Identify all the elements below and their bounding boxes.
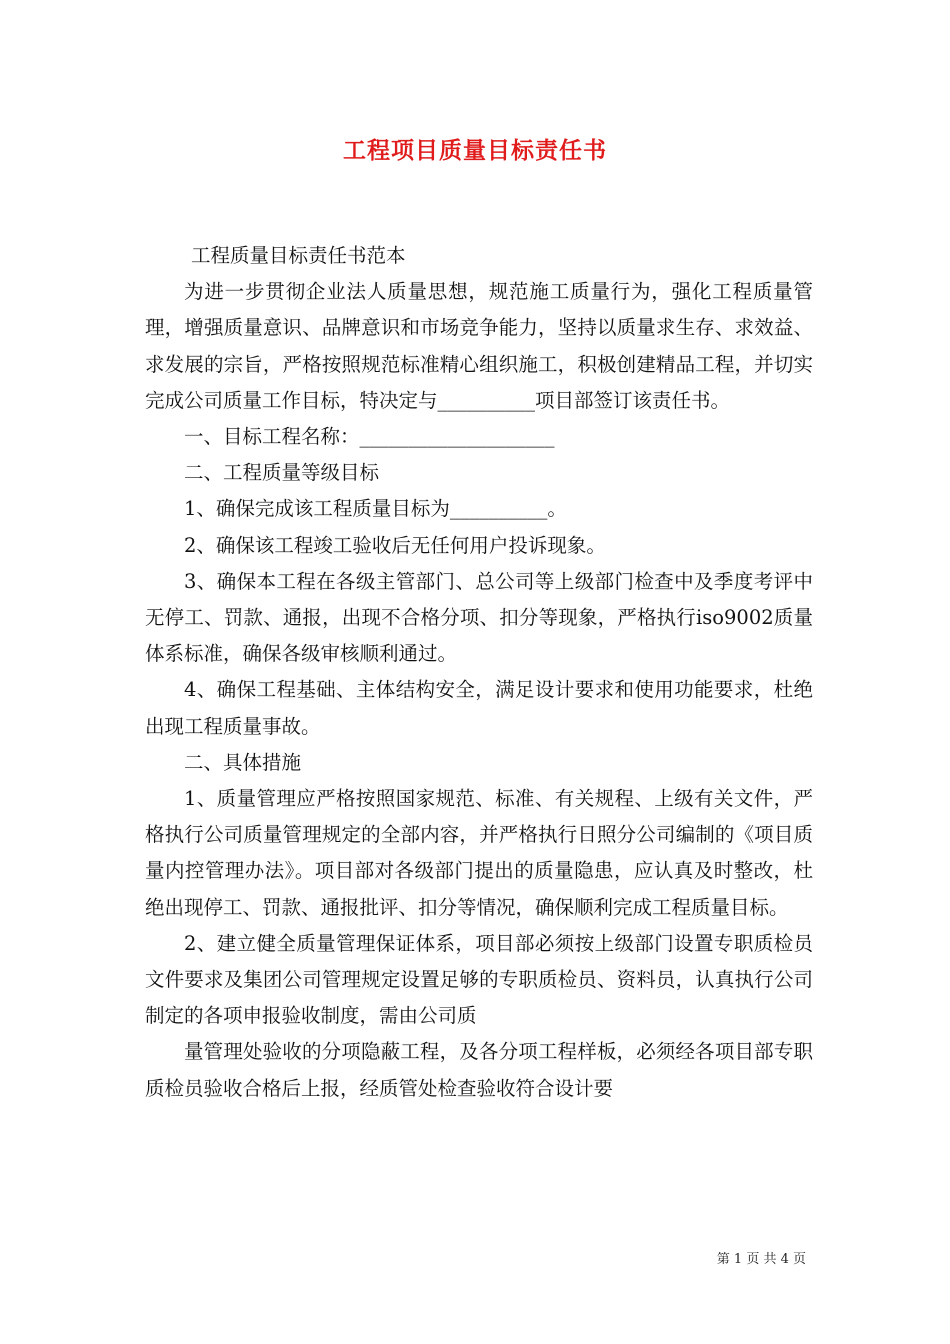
paragraph-intro: 为进一步贯彻企业法人质量思想，规范施工质量行为，强化工程质量管理，增强质量意识、品牌意识和市场竞争能力，坚持以质量求生存、求效益、求发展的宗旨，严格按照规范标准精心组织施工，积极创建精品工程，并切实完成公司质量工作目标，特决定与__________项目部签订该责任书。 xyxy=(145,280,813,412)
paragraph-measure-2-continued: 量管理处验收的分项隐蔽工程，及各分项工程样板，必须经各项目部专职质检员验收合格后上报，经质管处检查验收符合设计要 xyxy=(145,1040,813,1100)
section-heading-quality-target: 二、工程质量等级目标 xyxy=(184,461,380,485)
paragraph-target-1: 1、确保完成该工程质量目标为__________。 xyxy=(184,497,567,521)
paragraph-project-name: 一、目标工程名称：____________________ xyxy=(184,425,555,449)
paragraph-target-2: 2、确保该工程竣工验收后无任何用户投诉现象。 xyxy=(184,533,606,557)
paragraph-template-heading: 工程质量目标责任书范本 xyxy=(191,244,406,267)
paragraph-target-4: 4、确保工程基础、主体结构安全，满足设计要求和使用功能要求，杜绝出现工程质量事故。 xyxy=(145,678,813,738)
document-body xyxy=(145,238,813,1107)
paragraph-measure-1: 1、质量管理应严格按照国家规范、标准、有关规程、上级有关文件，严格执行公司质量管理规定的全部内容，并严格执行日照分公司编制的《项目质量内控管理办法》。项目部对各级部门提出的质量隐患，应认真及时整改，杜绝出现停工、罚款、通报批评、扣分等情况，确保顺利完成工程质量目标。 xyxy=(145,787,813,919)
paragraph-measure-2: 2、建立健全质量管理保证体系，项目部必须按上级部门设置专职质检员文件要求及集团公司管理规定设置足够的专职质检员、资料员，认真执行公司制定的各项申报验收制度，需由公司质 xyxy=(145,931,813,1028)
document-title: 工程项目质量目标责任书 xyxy=(343,137,607,164)
page-footer: 第 1 页 共 4 页 xyxy=(716,1252,806,1267)
paragraph-target-3: 3、确保本工程在各级主管部门、总公司等上级部门检查中及季度考评中无停工、罚款、通报，出现不合格分项、扣分等现象，严格执行iso9002质量体系标准，确保各级审核顺利通过。 xyxy=(145,569,813,666)
section-heading-measures: 二、具体措施 xyxy=(184,750,302,774)
